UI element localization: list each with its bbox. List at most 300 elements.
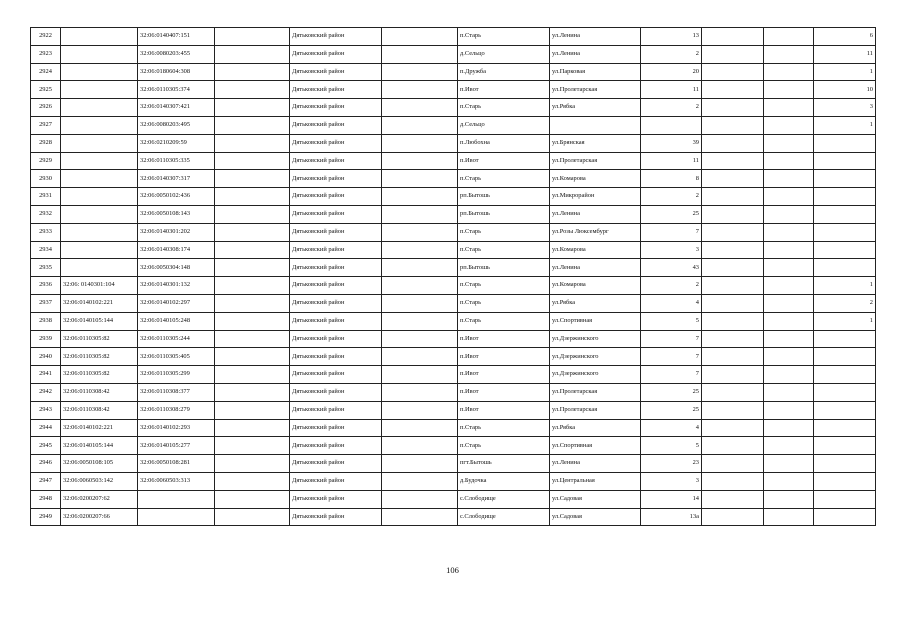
blank-cell [215,348,290,366]
district: Дятьковский район [290,45,382,63]
settlement: п.Дружба [458,63,550,81]
house-number: 2 [641,277,702,295]
blank-cell [382,508,458,526]
street: ул.Дзержинского [550,330,641,348]
cadastral-number: 32:06:0110308:377 [138,383,215,401]
blank-cell [702,188,764,206]
cadastral-number: 32:06:0140407:151 [138,28,215,46]
register-table [30,27,876,526]
settlement: п.Старь [458,223,550,241]
blank-cell [215,116,290,134]
blank-cell [382,63,458,81]
count: 2 [814,294,876,312]
street: ул.Пролетарская [550,152,641,170]
blank-cell [702,294,764,312]
blank-cell [764,348,814,366]
blank-cell [764,437,814,455]
cadastral-number: 32:06:0140307:317 [138,170,215,188]
house-number: 7 [641,330,702,348]
blank-cell [215,472,290,490]
blank-cell [382,28,458,46]
count: 3 [814,99,876,117]
count [814,170,876,188]
blank-cell [764,170,814,188]
settlement: п.Любохна [458,134,550,152]
street: ул.Парковая [550,63,641,81]
table-row [31,437,876,455]
count [814,419,876,437]
table-row [31,81,876,99]
blank-cell [382,134,458,152]
table-row [31,45,876,63]
house-number: 8 [641,170,702,188]
blank-cell [382,277,458,295]
count [814,152,876,170]
count [814,223,876,241]
table-row [31,116,876,134]
district: Дятьковский район [290,294,382,312]
blank-cell [702,508,764,526]
blank-cell [764,152,814,170]
house-number: 23 [641,455,702,473]
blank-cell [215,45,290,63]
blank-cell [764,490,814,508]
blank-cell [702,63,764,81]
blank-cell [215,294,290,312]
count [814,383,876,401]
settlement: с.Слободище [458,508,550,526]
row-number: 2944 [31,419,61,437]
row-number: 2927 [31,116,61,134]
blank-cell [764,455,814,473]
blank-cell [764,205,814,223]
old-cadastral-number: 32:06:0140102:221 [61,294,138,312]
blank-cell [215,330,290,348]
table-row [31,28,876,46]
old-cadastral-number: 32:06:0060503:142 [61,472,138,490]
settlement: п.Старь [458,437,550,455]
settlement: п.Ивот [458,401,550,419]
blank-cell [215,259,290,277]
blank-cell [382,205,458,223]
row-number: 2940 [31,348,61,366]
blank-cell [764,294,814,312]
blank-cell [382,99,458,117]
count [814,241,876,259]
district: Дятьковский район [290,188,382,206]
street: ул.Пролетарская [550,81,641,99]
cadastral-number: 32:06:0140105:248 [138,312,215,330]
old-cadastral-number: 32:06:0110308:42 [61,401,138,419]
house-number: 25 [641,205,702,223]
street: ул.Центральная [550,472,641,490]
settlement: п.Старь [458,170,550,188]
blank-cell [764,81,814,99]
district: Дятьковский район [290,401,382,419]
cadastral-number: 32:06:0080203:495 [138,116,215,134]
house-number: 14 [641,490,702,508]
count: 1 [814,312,876,330]
row-number: 2943 [31,401,61,419]
page-number: 106 [446,565,459,575]
blank-cell [764,45,814,63]
table-row [31,472,876,490]
street: ул.Дзержинского [550,348,641,366]
old-cadastral-number: 32:06: 0140301:104 [61,277,138,295]
table-row [31,152,876,170]
street: ул.Рябка [550,99,641,117]
house-number: 20 [641,63,702,81]
old-cadastral-number: 32:06:0110305:82 [61,366,138,384]
cadastral-number: 32:06:0110305:405 [138,348,215,366]
street: ул.Ленина [550,45,641,63]
house-number: 3 [641,241,702,259]
district: Дятьковский район [290,312,382,330]
old-cadastral-number [61,28,138,46]
old-cadastral-number [61,170,138,188]
blank-cell [702,134,764,152]
cadastral-number: 32:06:0140307:421 [138,99,215,117]
cadastral-number: 32:06:0050108:281 [138,455,215,473]
house-number [641,116,702,134]
blank-cell [764,472,814,490]
blank-cell [382,401,458,419]
table-row [31,223,876,241]
street: ул.Комарова [550,170,641,188]
blank-cell [764,223,814,241]
settlement: п.Ивот [458,348,550,366]
blank-cell [702,366,764,384]
district: Дятьковский район [290,223,382,241]
count [814,401,876,419]
row-number: 2932 [31,205,61,223]
blank-cell [764,188,814,206]
row-number: 2945 [31,437,61,455]
blank-cell [702,330,764,348]
house-number: 2 [641,188,702,206]
house-number: 2 [641,99,702,117]
street: ул.Спортивная [550,437,641,455]
old-cadastral-number: 32:06:0200207:62 [61,490,138,508]
blank-cell [382,383,458,401]
blank-cell [764,383,814,401]
blank-cell [215,277,290,295]
street: ул.Садовая [550,490,641,508]
count [814,366,876,384]
count [814,188,876,206]
street: ул.Рябка [550,294,641,312]
cadastral-number: 32:06:0110305:374 [138,81,215,99]
table-row [31,383,876,401]
house-number: 2 [641,45,702,63]
count: 1 [814,277,876,295]
settlement: п.Старь [458,277,550,295]
blank-cell [382,348,458,366]
count [814,490,876,508]
house-number: 25 [641,383,702,401]
old-cadastral-number [61,188,138,206]
old-cadastral-number [61,241,138,259]
district: Дятьковский район [290,152,382,170]
house-number: 25 [641,401,702,419]
district: Дятьковский район [290,63,382,81]
settlement: п.Старь [458,99,550,117]
house-number: 13а [641,508,702,526]
cadastral-number: 32:06:0110308:279 [138,401,215,419]
row-number: 2949 [31,508,61,526]
blank-cell [702,348,764,366]
blank-cell [215,490,290,508]
street: ул.Комарова [550,277,641,295]
district: Дятьковский район [290,277,382,295]
table-row [31,348,876,366]
row-number: 2946 [31,455,61,473]
blank-cell [215,401,290,419]
blank-cell [764,116,814,134]
blank-cell [764,312,814,330]
street: ул.Дзержинского [550,366,641,384]
blank-cell [702,170,764,188]
blank-cell [382,437,458,455]
street: ул.Ленина [550,455,641,473]
blank-cell [702,455,764,473]
row-number: 2941 [31,366,61,384]
count [814,205,876,223]
settlement: п.Старь [458,294,550,312]
cadastral-number [138,490,215,508]
house-number: 5 [641,437,702,455]
settlement: п.Старь [458,312,550,330]
old-cadastral-number [61,223,138,241]
blank-cell [764,366,814,384]
table-row [31,508,876,526]
district: Дятьковский район [290,508,382,526]
district: Дятьковский район [290,490,382,508]
count [814,472,876,490]
blank-cell [764,330,814,348]
district: Дятьковский район [290,455,382,473]
row-number: 2934 [31,241,61,259]
blank-cell [702,259,764,277]
old-cadastral-number [61,81,138,99]
house-number: 7 [641,223,702,241]
settlement: п.Ивот [458,330,550,348]
blank-cell [215,312,290,330]
house-number: 13 [641,28,702,46]
old-cadastral-number: 32:06:0140102:221 [61,419,138,437]
cadastral-number: 32:06:0140102:297 [138,294,215,312]
settlement: пгт.Бытошь [458,455,550,473]
old-cadastral-number: 32:06:0140105:144 [61,437,138,455]
row-number: 2931 [31,188,61,206]
old-cadastral-number [61,259,138,277]
house-number: 11 [641,81,702,99]
blank-cell [215,223,290,241]
street: ул.Пролетарская [550,383,641,401]
blank-cell [702,116,764,134]
street: ул.Ленина [550,28,641,46]
cadastral-number: 32:06:0180604:308 [138,63,215,81]
blank-cell [382,223,458,241]
old-cadastral-number: 32:06:0200207:66 [61,508,138,526]
settlement: с.Слободище [458,490,550,508]
house-number: 11 [641,152,702,170]
settlement: рп.Бытошь [458,205,550,223]
cadastral-number: 32:06:0140102:293 [138,419,215,437]
old-cadastral-number [61,116,138,134]
blank-cell [382,455,458,473]
blank-cell [215,383,290,401]
count: 10 [814,81,876,99]
blank-cell [702,401,764,419]
blank-cell [215,188,290,206]
blank-cell [382,490,458,508]
street: ул.Ленина [550,205,641,223]
blank-cell [702,312,764,330]
district: Дятьковский район [290,419,382,437]
count [814,437,876,455]
table-row [31,419,876,437]
blank-cell [215,170,290,188]
settlement: п.Ивот [458,366,550,384]
blank-cell [764,99,814,117]
blank-cell [382,294,458,312]
count: 11 [814,45,876,63]
row-number: 2922 [31,28,61,46]
street: ул.Садовая [550,508,641,526]
blank-cell [215,437,290,455]
district: Дятьковский район [290,437,382,455]
settlement: п.Старь [458,241,550,259]
row-number: 2936 [31,277,61,295]
cadastral-number: 32:06:0080203:455 [138,45,215,63]
blank-cell [702,383,764,401]
blank-cell [702,81,764,99]
blank-cell [215,366,290,384]
settlement: п.Ивот [458,383,550,401]
old-cadastral-number: 32:06:0110305:82 [61,330,138,348]
blank-cell [702,152,764,170]
street [550,116,641,134]
cadastral-number: 32:06:0140301:132 [138,277,215,295]
blank-cell [764,241,814,259]
street: ул.Брянская [550,134,641,152]
blank-cell [215,241,290,259]
row-number: 2928 [31,134,61,152]
row-number: 2937 [31,294,61,312]
blank-cell [215,508,290,526]
house-number: 7 [641,366,702,384]
table-row [31,401,876,419]
table-row [31,99,876,117]
blank-cell [382,330,458,348]
old-cadastral-number: 32:06:0050108:105 [61,455,138,473]
settlement: д.Будочка [458,472,550,490]
row-number: 2924 [31,63,61,81]
blank-cell [382,419,458,437]
row-number: 2929 [31,152,61,170]
district: Дятьковский район [290,134,382,152]
table-row [31,490,876,508]
street: ул.Рябка [550,419,641,437]
old-cadastral-number [61,45,138,63]
blank-cell [764,277,814,295]
old-cadastral-number [61,152,138,170]
district: Дятьковский район [290,472,382,490]
cadastral-number: 32:06:0140105:277 [138,437,215,455]
blank-cell [215,455,290,473]
table-row [31,294,876,312]
old-cadastral-number [61,205,138,223]
row-number: 2947 [31,472,61,490]
count [814,330,876,348]
old-cadastral-number [61,134,138,152]
table-row [31,312,876,330]
table-row [31,366,876,384]
row-number: 2923 [31,45,61,63]
settlement: д.Сельцо [458,116,550,134]
district: Дятьковский район [290,170,382,188]
blank-cell [702,490,764,508]
blank-cell [382,81,458,99]
count [814,348,876,366]
row-number: 2948 [31,490,61,508]
cadastral-number: 32:06:0050102:436 [138,188,215,206]
cadastral-number: 32:06:0060503:313 [138,472,215,490]
table-row [31,455,876,473]
count [814,134,876,152]
house-number: 4 [641,419,702,437]
row-number: 2938 [31,312,61,330]
table-row [31,241,876,259]
district: Дятьковский район [290,241,382,259]
district: Дятьковский район [290,205,382,223]
settlement: п.Ивот [458,81,550,99]
blank-cell [702,419,764,437]
district: Дятьковский район [290,366,382,384]
count [814,508,876,526]
cadastral-number: 32:06:0050304:148 [138,259,215,277]
blank-cell [702,241,764,259]
district: Дятьковский район [290,99,382,117]
blank-cell [702,205,764,223]
count [814,455,876,473]
table-row [31,259,876,277]
street: ул.Пролетарская [550,401,641,419]
settlement: п.Старь [458,419,550,437]
settlement: рп.Бытошь [458,259,550,277]
cadastral-number: 32:06:0140301:202 [138,223,215,241]
count [814,259,876,277]
settlement: п.Ивот [458,152,550,170]
table-row [31,63,876,81]
house-number: 39 [641,134,702,152]
house-number: 4 [641,294,702,312]
cadastral-number: 32:06:0050108:143 [138,205,215,223]
street: ул.Ленина [550,259,641,277]
old-cadastral-number [61,99,138,117]
blank-cell [702,28,764,46]
blank-cell [764,63,814,81]
row-number: 2942 [31,383,61,401]
blank-cell [215,152,290,170]
blank-cell [382,45,458,63]
old-cadastral-number: 32:06:0110305:82 [61,348,138,366]
old-cadastral-number: 32:06:0110308:42 [61,383,138,401]
blank-cell [764,259,814,277]
street: ул.Розы Люксембург [550,223,641,241]
blank-cell [215,63,290,81]
